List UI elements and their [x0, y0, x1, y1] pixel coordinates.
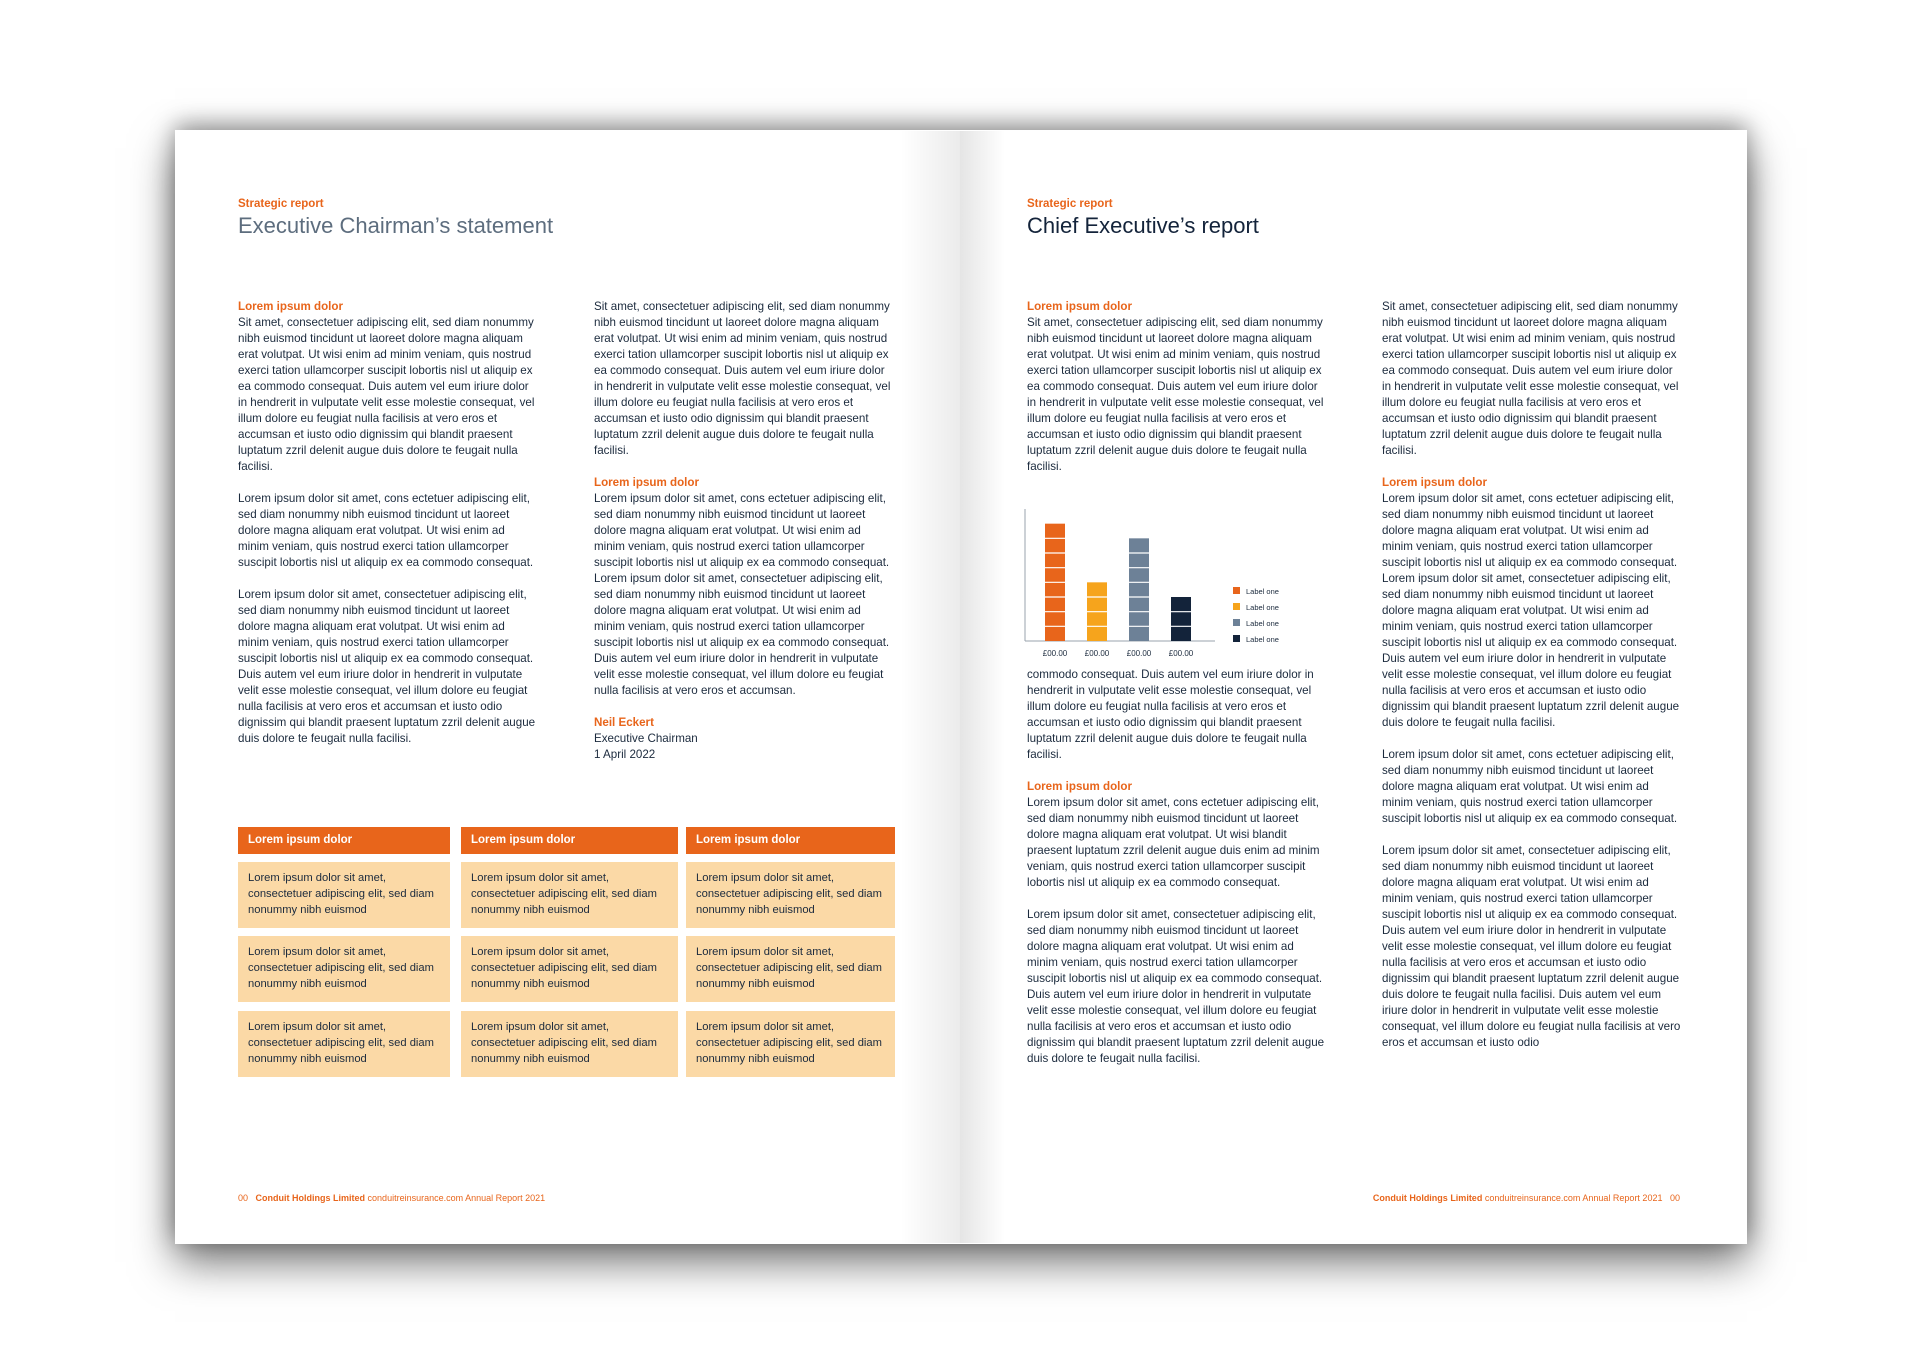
signature-date: 1 April 2022 [594, 748, 656, 761]
right-page [960, 131, 1747, 1243]
section-heading: Lorem ipsum dolor [238, 300, 343, 313]
table-cell: Lorem ipsum dolor sit amet, consectetuer adipiscing elit, sed diam nonummy nibh euismod [238, 1011, 450, 1077]
page-footer [238, 1193, 545, 1203]
spine-shading [900, 131, 960, 1243]
paragraph: Lorem ipsum dolor sit amet, consectetuer adipiscing elit, sed diam nonummy nibh euismod tincidunt ut laoreet dolore magna aliquam erat volutpat. Ut wisi enim ad minim veniam, quis nostrud exerci tation ullamcorper suscipit lobortis nisl ut aliquip ex ea commodo consequat. Duis autem vel eum iriure dolor in hendrerit in vulputate velit esse molestie consequat, vel illum dolore eu feugiat nulla facilisis at vero eros et accumsan et iusto odio dignissim qui blandit praesent luptatum zzril delenit augue duis dolore te feugait nulla facilisi. Duis autem vel eum iriure dolor in hendrerit in vulputate velit esse molestie consequat, vel illum dolore eu feugiat nulla facilisis at vero eros et accumsan et iusto odio [1382, 844, 1681, 1049]
spine-shading [960, 131, 1005, 1243]
paragraph: Lorem ipsum dolor sit amet, cons ectetuer adipiscing elit, sed diam nonummy nibh euismod tincidunt ut laoreet dolore magna aliquam erat volutpat. Ut wisi blandit praesent luptatum zzril delenit augue duis enim ad minim veniam, quis nostrud exerci tation ullamcorper suscipit lobortis nisl ut aliquip ex ea commodo consequat. [1027, 796, 1320, 889]
legend-swatch [1233, 587, 1240, 594]
paragraph: Sit amet, consectetuer adipiscing elit, sed diam nonummy nibh euismod tincidunt ut laoreet dolore magna aliquam erat volutpat. Ut wisi enim ad minim veniam, quis nostrud exerci tation ullamcorper suscipit lobortis nisl ut aliquip ex ea commodo consequat. Duis autem vel eum iriure dolor in hendrerit in vulputate velit esse molestie consequat, vel illum dolore eu feugiat nulla facilisis at vero eros et accumsan et iusto odio dignissim qui blandit praesent luptatum zzril delenit augue duis dolore te feugait nulla facilisi. [1382, 300, 1679, 457]
table-cell: Lorem ipsum dolor sit amet, consectetuer adipiscing elit, sed diam nonummy nibh euismod [686, 862, 895, 928]
legend-swatch [1233, 619, 1240, 626]
page-title: Chief Executive’s report [1027, 213, 1259, 238]
x-tick-label: £00.00 [1042, 649, 1068, 658]
section-heading: Lorem ipsum dolor [1382, 476, 1487, 489]
section-kicker: Strategic report [1027, 198, 1113, 210]
right-column-2 [1382, 299, 1682, 1067]
chart-bar [1129, 538, 1149, 641]
paragraph: commodo consequat. Duis autem vel eum iriure dolor in hendrerit in vulputate velit esse molestie consequat, vel illum dolore eu feugiat nulla facilisis at vero eros et accumsan et iusto odio dignissim qui blandit praesent luptatum zzril delenit augue duis dolore te feugait nulla facilisi. [1027, 668, 1314, 761]
footer-company: Conduit Holdings Limited [1372, 1193, 1483, 1203]
section-heading: Lorem ipsum dolor [1027, 780, 1132, 793]
legend-swatch [1233, 635, 1240, 642]
table-header: Lorem ipsum dolor [461, 827, 678, 854]
x-tick-label: £00.00 [1168, 649, 1194, 658]
legend-label: Label one [1246, 587, 1279, 596]
page-number: 00 [1669, 1193, 1680, 1203]
legend-label: Label one [1246, 635, 1279, 644]
paragraph: Sit amet, consectetuer adipiscing elit, sed diam nonummy nibh euismod tincidunt ut laoreet dolore magna aliquam erat volutpat. Ut wisi enim ad minim veniam, quis nostrud exerci tation ullamcorper suscipit lobortis nisl ut aliquip ex ea commodo consequat. Duis autem vel eum iriure dolor in hendrerit in vulputate velit esse molestie consequat, vel illum dolore eu feugiat nulla facilisis at vero eros et accumsan et iusto odio dignissim qui blandit praesent luptatum zzril delenit augue duis dolore te feugait nulla facilisi. [1027, 316, 1324, 473]
paragraph: Lorem ipsum dolor sit amet, cons ectetuer adipiscing elit, sed diam nonummy nibh euismod tincidunt ut laoreet dolore magna aliquam erat volutpat. Ut wisi enim ad minim veniam, quis nostrud exerci tation ullamcorper suscipit lobortis nisl ut aliquip ex ea commodo consequat. [238, 492, 534, 569]
signature-name: Neil Eckert [594, 716, 654, 729]
x-tick-label: £00.00 [1126, 649, 1152, 658]
table-cell: Lorem ipsum dolor sit amet, consectetuer adipiscing elit, sed diam nonummy nibh euismod [238, 862, 450, 928]
table-cell: Lorem ipsum dolor sit amet, consectetuer adipiscing elit, sed diam nonummy nibh euismod [686, 1011, 895, 1077]
bar-chart [1023, 501, 1313, 671]
left-column-1 [238, 299, 538, 763]
chart-bar [1171, 597, 1191, 641]
paragraph: Lorem ipsum dolor sit amet, cons ectetuer adipiscing elit, sed diam nonummy nibh euismod tincidunt ut laoreet dolore magna aliquam erat volutpat. Ut wisi enim ad minim veniam, quis nostrud exerci tation ullamcorper suscipit lobortis nisl ut aliquip ex ea commodo consequat. Lorem ipsum dolor sit amet, consectetuer adipiscing elit, sed diam nonummy nibh euismod tincidunt ut laoreet dolore magna aliquam erat volutpat. Ut wisi enim ad minim veniam, quis nostrud exerci tation ullamcorper suscipit lobortis nisl ut aliquip ex ea commodo consequat. Duis autem vel eum iriure dolor in hendrerit in vulputate velit esse molestie consequat, vel illum dolore eu feugiat nulla facilisis at vero eros et accumsan et iusto odio dignissim qui blandit praesent luptatum zzril delenit augue duis dolore te feugait nulla facilisi. [1382, 492, 1680, 729]
table-cell: Lorem ipsum dolor sit amet, consectetuer adipiscing elit, sed diam nonummy nibh euismod [461, 862, 678, 928]
signature-role: Executive Chairman [594, 732, 698, 745]
page-footer [1373, 1193, 1680, 1203]
table-header: Lorem ipsum dolor [686, 827, 895, 854]
section-heading: Lorem ipsum dolor [1027, 300, 1132, 313]
paragraph: Sit amet, consectetuer adipiscing elit, sed diam nonummy nibh euismod tincidunt ut laoreet dolore magna aliquam erat volutpat. Ut wisi enim ad minim veniam, quis nostrud exerci tation ullamcorper suscipit lobortis nisl ut aliquip ex ea commodo consequat. Duis autem vel eum iriure dolor in hendrerit in vulputate velit esse molestie consequat, vel illum dolore eu feugiat nulla facilisis at vero eros et accumsan et iusto odio dignissim qui blandit praesent luptatum zzril delenit augue duis dolore te feugait nulla facilisi. [594, 300, 891, 457]
left-page [175, 131, 960, 1243]
legend-label: Label one [1246, 619, 1279, 628]
table-cell: Lorem ipsum dolor sit amet, consectetuer adipiscing elit, sed diam nonummy nibh euismod [238, 936, 450, 1002]
section-heading: Lorem ipsum dolor [594, 476, 699, 489]
paragraph: Lorem ipsum dolor sit amet, cons ectetuer adipiscing elit, sed diam nonummy nibh euismod tincidunt ut laoreet dolore magna aliquam erat volutpat. Ut wisi enim ad minim veniam, quis nostrud exerci tation ullamcorper suscipit lobortis nisl ut aliquip ex ea commodo consequat. Lorem ipsum dolor sit amet, consectetuer adipiscing elit, sed diam nonummy nibh euismod tincidunt ut laoreet dolore magna aliquam erat volutpat. Ut wisi enim ad minim veniam, quis nostrud exerci tation ullamcorper suscipit lobortis nisl ut aliquip ex ea commodo consequat. Duis autem vel eum iriure dolor in hendrerit in vulputate velit esse molestie consequat, vel illum dolore eu feugiat nulla facilisis at vero eros et accumsan. [594, 492, 890, 697]
table-cell: Lorem ipsum dolor sit amet, consectetuer adipiscing elit, sed diam nonummy nibh euismod [461, 936, 678, 1002]
x-tick-label: £00.00 [1084, 649, 1110, 658]
paragraph: Lorem ipsum dolor sit amet, consectetuer adipiscing elit, sed diam nonummy nibh euismod tincidunt ut laoreet dolore magna aliquam erat volutpat. Ut wisi enim ad minim veniam, quis nostrud exerci tation ullamcorper suscipit lobortis nisl ut aliquip ex ea commodo consequat. Duis autem vel eum iriure dolor in hendrerit in vulputate velit esse molestie consequat, vel illum dolore eu feugiat nulla facilisis at vero eros et accumsan et iusto odio dignissim qui blandit praesent luptatum zzril delenit augue duis dolore te feugait nulla facilisi. [1027, 908, 1325, 1065]
footer-company: Conduit Holdings Limited [255, 1193, 366, 1203]
footer-text: conduitreinsurance.com Annual Report 2021 [1484, 1193, 1663, 1203]
paragraph: Lorem ipsum dolor sit amet, cons ectetuer adipiscing elit, sed diam nonummy nibh euismod tincidunt ut laoreet dolore magna aliquam erat volutpat. Ut wisi enim ad minim veniam, quis nostrud exerci tation ullamcorper suscipit lobortis nisl ut aliquip ex ea commodo consequat. [1382, 748, 1678, 825]
footer-text: conduitreinsurance.com Annual Report 2021 [367, 1193, 546, 1203]
page-number: 00 [238, 1193, 249, 1203]
legend-swatch [1233, 603, 1240, 610]
right-column-1 [1027, 299, 1327, 1083]
legend-label: Label one [1246, 603, 1279, 612]
paragraph: Lorem ipsum dolor sit amet, consectetuer adipiscing elit, sed diam nonummy nibh euismod tincidunt ut laoreet dolore magna aliquam erat volutpat. Ut wisi enim ad minim veniam, quis nostrud exerci tation ullamcorper suscipit lobortis nisl ut aliquip ex ea commodo consequat. Duis autem vel eum iriure dolor in hendrerit in vulputate velit esse molestie consequat, vel illum dolore eu feugiat nulla facilisis at vero eros et accumsan et iusto odio dignissim qui blandit praesent luptatum zzril delenit augue duis dolore te feugait nulla facilisi. [238, 588, 536, 745]
section-kicker: Strategic report [238, 198, 324, 210]
table-header: Lorem ipsum dolor [238, 827, 450, 854]
table-cell: Lorem ipsum dolor sit amet, consectetuer adipiscing elit, sed diam nonummy nibh euismod [686, 936, 895, 1002]
paragraph: Sit amet, consectetuer adipiscing elit, sed diam nonummy nibh euismod tincidunt ut laoreet dolore magna aliquam erat volutpat. Ut wisi enim ad minim veniam, quis nostrud exerci tation ullamcorper suscipit lobortis nisl ut aliquip ex ea commodo consequat. Duis autem vel eum iriure dolor in hendrerit in vulputate velit esse molestie consequat, vel illum dolore eu feugiat nulla facilisis at vero eros et accumsan et iusto odio dignissim qui blandit praesent luptatum zzril delenit augue duis dolore te feugait nulla facilisi. [238, 316, 535, 473]
table-cell: Lorem ipsum dolor sit amet, consectetuer adipiscing elit, sed diam nonummy nibh euismod [461, 1011, 678, 1077]
left-column-2 [594, 299, 894, 763]
page-title: Executive Chairman’s statement [238, 213, 554, 238]
